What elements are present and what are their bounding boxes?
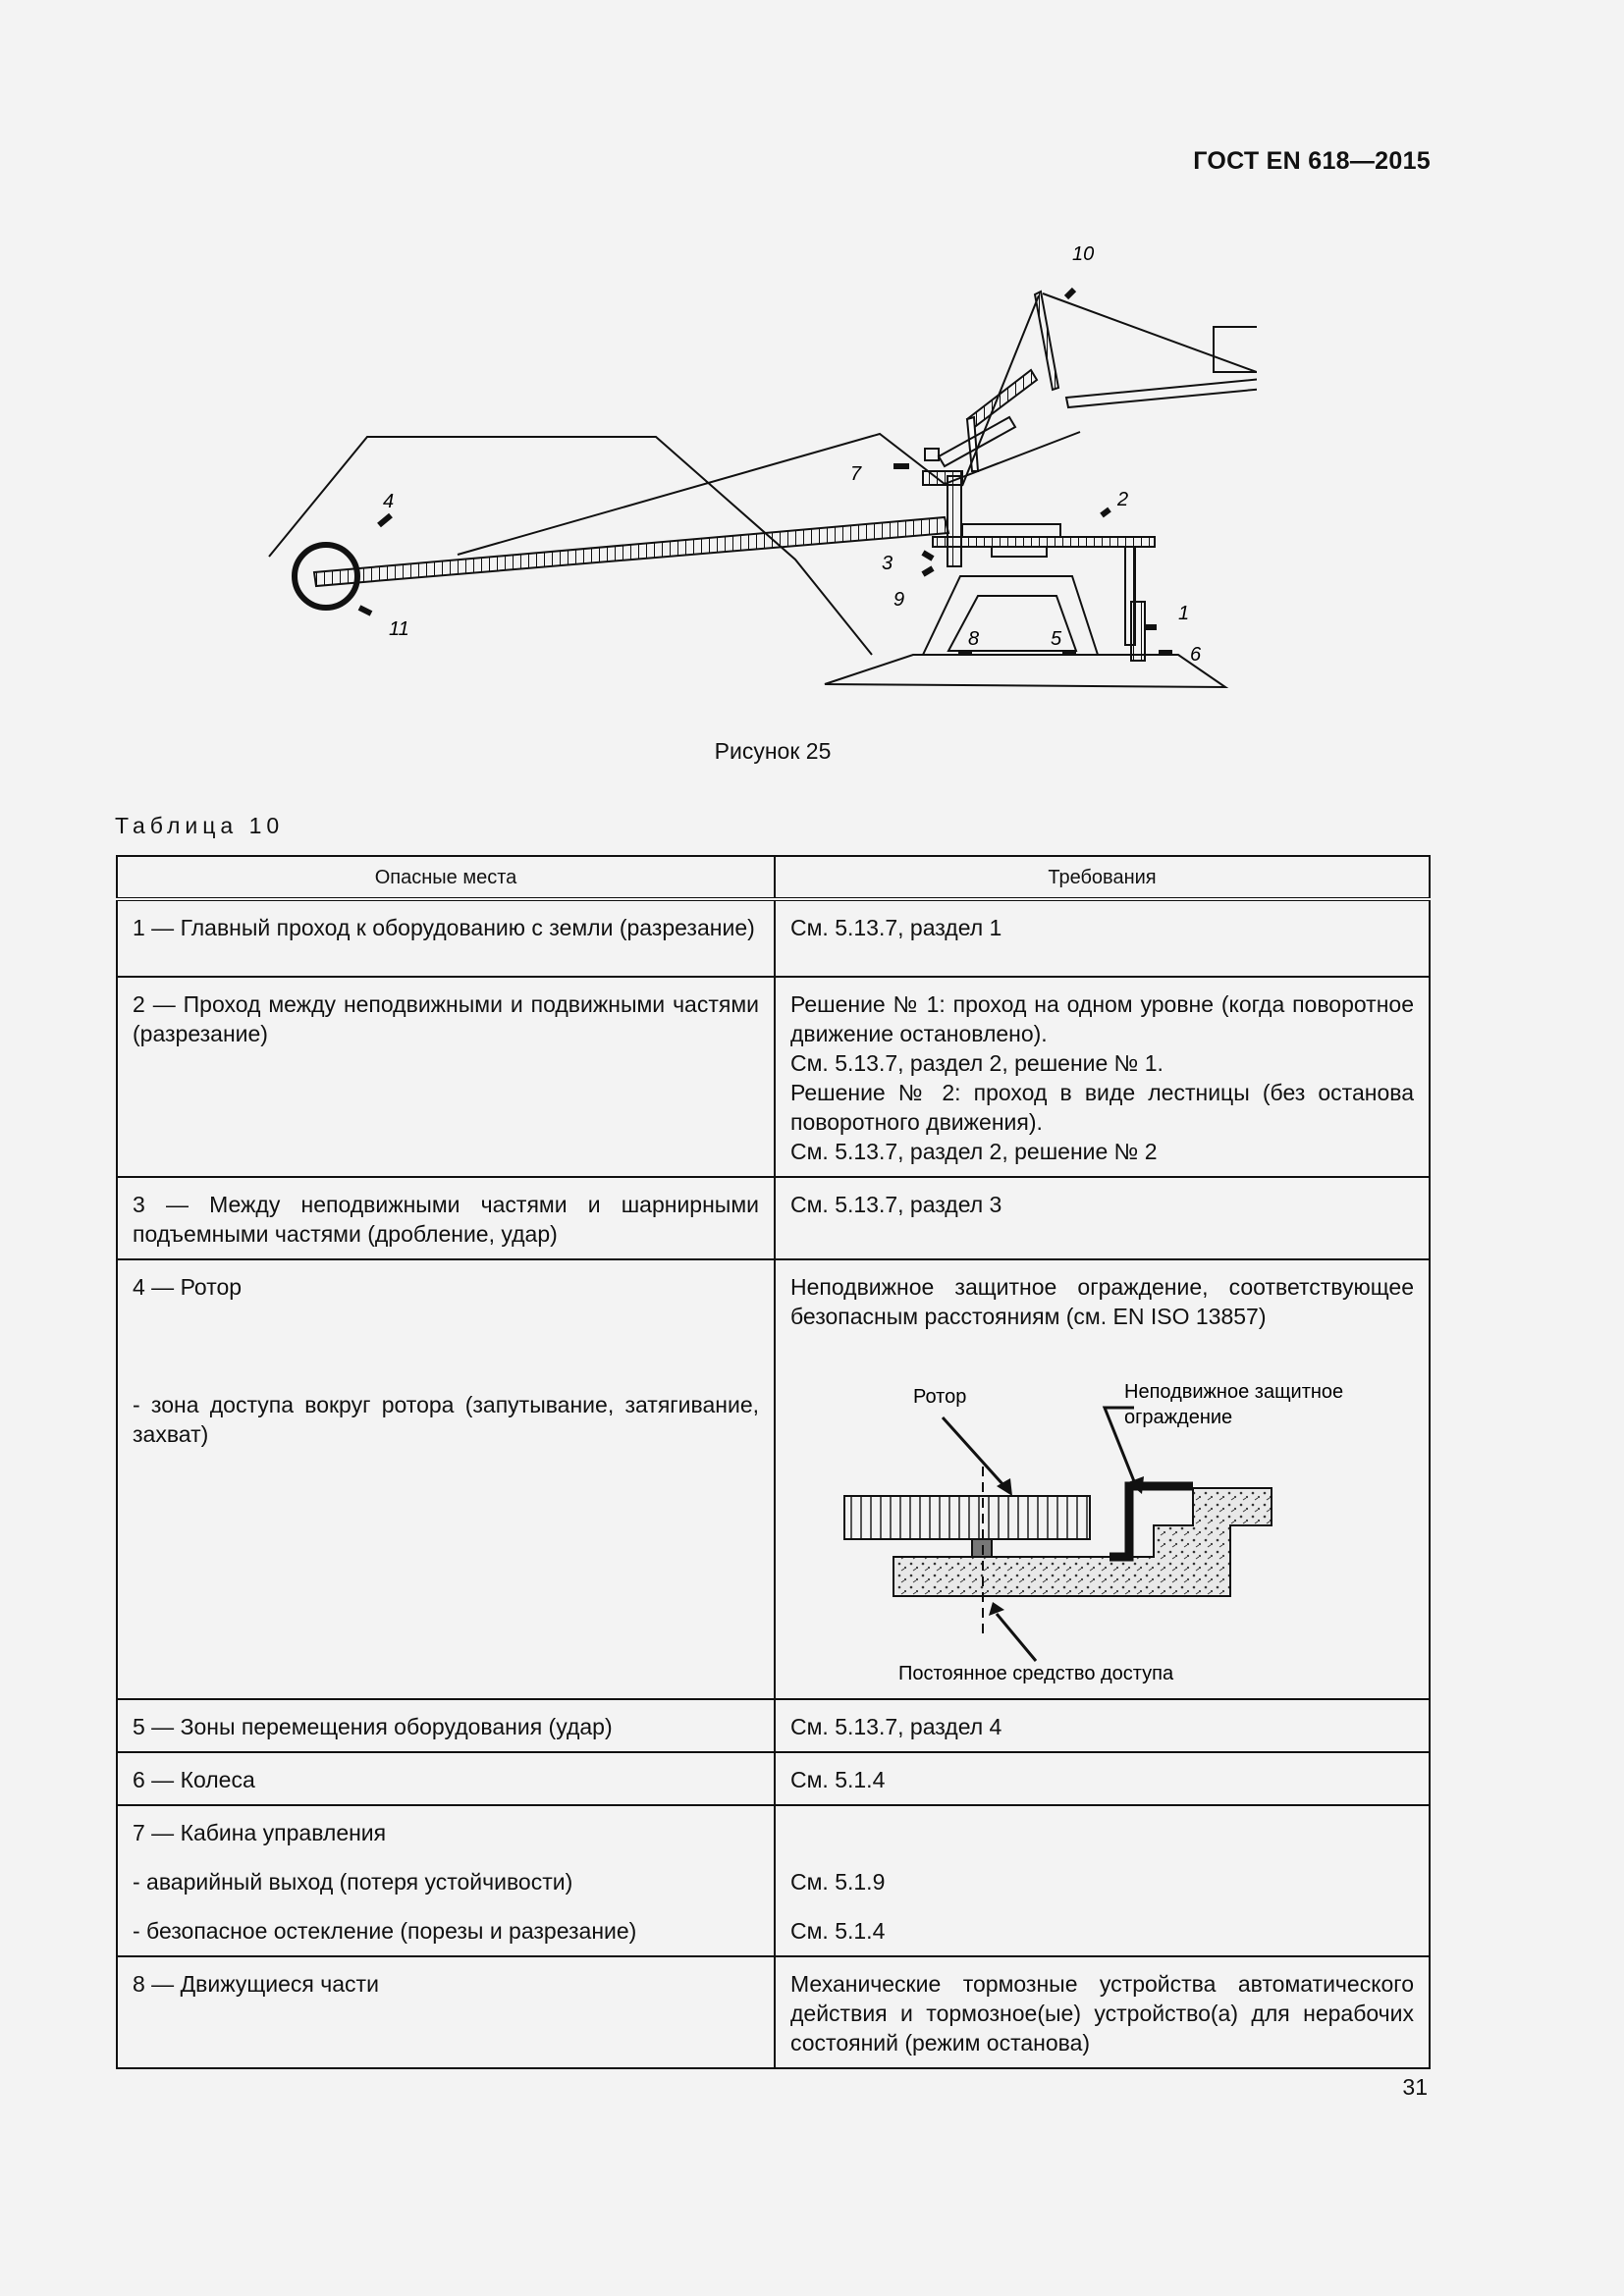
callout-9: 9 (893, 589, 905, 611)
document-code: ГОСТ EN 618—2015 (1193, 147, 1431, 175)
req-line: Решение № 1: проход на одном уровне (когда поворотное движение остановлено). (790, 991, 1414, 1046)
table-row (117, 1259, 1430, 1699)
table-row (117, 899, 1430, 977)
hazard-title: 4 — Ротор (133, 1274, 243, 1300)
requirement-cell: См. 5.1.4 (775, 1752, 1430, 1805)
figure-25-excavator-diagram (245, 231, 1257, 702)
req-line: См. 5.13.7, раздел 2, решение № 1. (790, 1050, 1164, 1076)
req-text: Неподвижное защитное ограждение, соответствующее безопасным расстояниям (см. EN ISO 13857) (790, 1274, 1414, 1329)
requirement-cell (775, 1805, 1430, 1956)
col-header-requirements: Требования (775, 856, 1430, 899)
col-header-hazard: Опасные места (117, 856, 775, 899)
table-row (117, 977, 1430, 1177)
req-line: См. 5.1.4 (790, 1918, 886, 1944)
rotor-guard-diagram (790, 1349, 1411, 1688)
hazard-cell: 2 — Проход между неподвижными и подвижными частями (разрезание) (117, 977, 775, 1177)
callout-7: 7 (850, 463, 862, 485)
requirement-cell: См. 5.13.7, раздел 4 (775, 1699, 1430, 1752)
table-row (117, 1177, 1430, 1259)
callout-8: 8 (968, 628, 980, 650)
label-guard-line1: Неподвижное защитное (1124, 1381, 1344, 1403)
hazard-cell (117, 1259, 775, 1699)
callout-3: 3 (882, 553, 893, 574)
hazard-cell: 8 — Движущиеся части (117, 1956, 775, 2068)
hazard-cell: 1 — Главный проход к оборудованию с земли (разрезание) (117, 899, 775, 977)
requirement-cell (775, 977, 1430, 1177)
callout-2: 2 (1117, 489, 1129, 510)
table-row (117, 1956, 1430, 2068)
hazard-sub: - зона доступа вокруг ротора (запутывание, затягивание, захват) (133, 1392, 759, 1447)
callout-6: 6 (1190, 644, 1202, 666)
excavator-drawing (245, 231, 1257, 702)
hazard-sub: - аварийный выход (потеря устойчивости) (133, 1869, 573, 1895)
requirement-cell: См. 5.13.7, раздел 3 (775, 1177, 1430, 1259)
req-line: См. 5.13.7, раздел 2, решение № 2 (790, 1139, 1158, 1164)
req-line: Решение № 2: проход в виде лестницы (без останова поворотного движения). (790, 1080, 1414, 1135)
table-label: Таблица 10 (115, 813, 285, 838)
page-number: 31 (1402, 2074, 1428, 2100)
requirement-cell: См. 5.13.7, раздел 1 (775, 899, 1430, 977)
requirement-cell (775, 1259, 1430, 1699)
callout-5: 5 (1051, 628, 1062, 650)
hazard-cell: 6 — Колеса (117, 1752, 775, 1805)
hazard-cell (117, 1805, 775, 1956)
label-permanent-access: Постоянное средство доступа (898, 1663, 1174, 1684)
table-row (117, 1805, 1430, 1956)
hazard-cell: 5 — Зоны перемещения оборудования (удар) (117, 1699, 775, 1752)
table-header-row (117, 856, 1430, 899)
hazard-cell: 3 — Между неподвижными частями и шарнирными подъемными частями (дробление, удар) (117, 1177, 775, 1259)
requirement-cell: Механические тормозные устройства автоматического действия и тормозное(ые) устройство(а) для нерабочих состояний (режим останова) (775, 1956, 1430, 2068)
label-rotor: Ротор (913, 1386, 967, 1408)
table-row (117, 1752, 1430, 1805)
callout-10: 10 (1072, 243, 1095, 265)
hazard-sub: - безопасное остекление (порезы и разрезание) (133, 1918, 637, 1944)
hazard-title: 7 — Кабина управления (133, 1820, 387, 1845)
callout-4: 4 (383, 491, 395, 512)
label-guard-line2: ограждение (1124, 1407, 1233, 1428)
callout-1: 1 (1178, 603, 1190, 624)
callout-11: 11 (389, 618, 409, 640)
figure-caption: Рисунок 25 (714, 738, 832, 764)
hazard-table (116, 855, 1431, 2069)
table-row (117, 1699, 1430, 1752)
req-line: См. 5.1.9 (790, 1869, 886, 1895)
